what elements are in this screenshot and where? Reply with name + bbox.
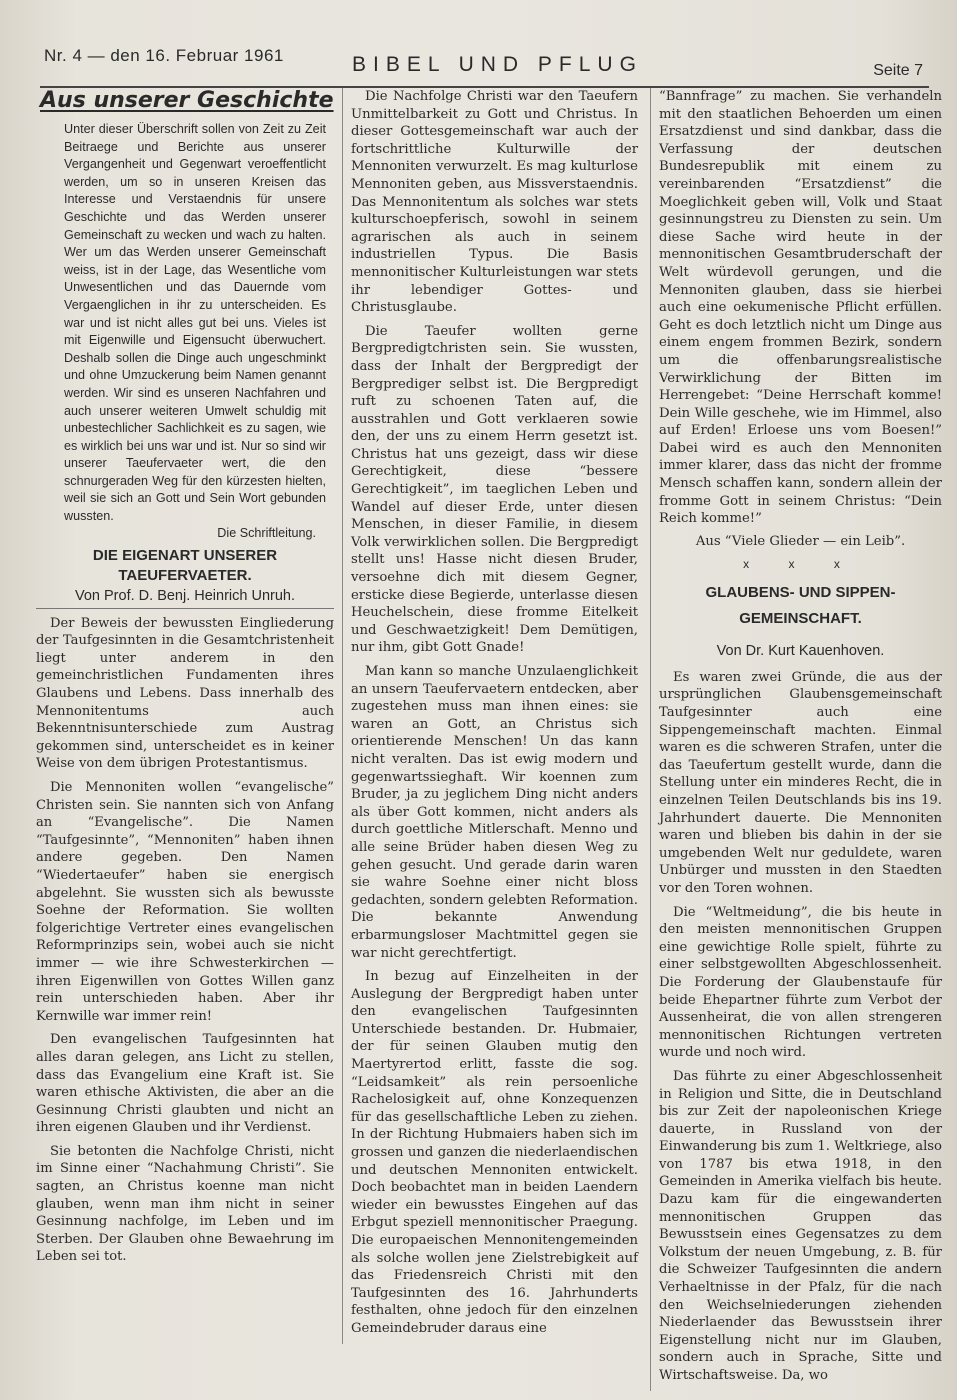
article-1-attribution: Aus “Viele Glieder — ein Leib”. [695, 533, 906, 549]
paragraph: Die Nachfolge Christi war den Taeufern Unmittelbarkeit zu Gott und Christus. In dieser Gottesgemeinschaft war auch der fortschrittliche Kulturwille der Mennoniten verwurzelt. Es mag kulturlose Mennoniten geben, aus Missverstaendnis. Das Mennonitentum als solches war stets kulturschoepferisch, sowohl in seinem agrarischen als auch in seinem industriellen Typus. Die Basis mennonitischer Kulturleistungen war stets ihr lebendiger Gottes- und Christusglaube. [351, 89, 638, 316]
paragraph: Man kann so manche Unzulaenglichkeit an unsern Taeufervaetern entdecken, aber zugestehen muss man ihnen eines: sie waren an Gott, an Christus sich orientierende Menschen! Un das kann nicht veralten. Das ist ewig modern und gegenwartssieghaft. Wir koennen zum Bruder, ja zu jeglichem Ding nicht anders als über Gott kommen, nicht anders als durch goettliche Mitlerschaft. Menno und alle seine Brüder haben diesen Weg zu gehen gesucht. Und gerade darin waren sie wahre Soehne einer nicht bloss gedachten, sondern gelebten Reformation. Die bekannte Anwendung erbarmungsloser Machtmittel gegen sie war nicht gerechtfertigt. [351, 664, 638, 961]
intro-signature: Die Schriftleitung. [217, 525, 316, 540]
section-title: Aus unserer Geschichte [40, 88, 334, 113]
article-1-title-line-1: DIE EIGENART UNSERER [92, 546, 278, 564]
article-2-title-line-1: GLAUBENS- UND SIPPEN- [705, 583, 896, 601]
paragraph: Die Mennoniten wollen “evangelische” Christen sein. Sie nannten sich von Anfang an “Evangelische”. Die Namen “Taufgesinnte”, “Mennoniten” haben ihnen andere gegeben. Den Namen “Wiedertaeufer” haben sie energisch abgelehnt. Sie wussten sich als bewusste Soehne der Reformation. Sie wollten folgerichtige Vertreter eines evangelischen Reformprinzips sein, wobei auch sie nicht immer — wie ihre Schwesterkirchen — ihren Eigenwillen von Gottes Willen ganz rein unterschieden haben. Aber ihr Kernwille war immer rein! [36, 780, 334, 1024]
page-number: Seite 7 [873, 62, 923, 79]
paragraph: Es waren zwei Gründe, die aus der ursprünglichen Glaubensgemeinschaft Taufgesinnter auch eine Sippengemeinschaft machten. Einmal waren es die schweren Strafen, unter die das Taeufertum gestellt wurde, dann die Stellung unter ein minderes Recht, die in einzelnen Teilen Deutschlands bis ins 19. Jahrhundert dauerte. Die Mennoniten waren und blieben bis dahin in der sie umgebenden Welt nur geduldete, waren Unbürger und mussten in den Staedten vor den Toren wohnen. [659, 669, 942, 896]
article-2-title [659, 583, 942, 629]
issue-date: Nr. 4 — den 16. Februar 1961 [44, 46, 284, 65]
paragraph: Den evangelischen Taufgesinnten hat alles daran gelegen, ans Licht zu stellen, dass das Evangelium eine Kraft ist. Sie waren ethische Aktivisten, die aber an die Gesinnung Christi glaubten und nicht an ihren eigenen Glauben und ihr Verdienst. [36, 1032, 334, 1136]
article-1-title-line-2: TAEUFERVAETER. [118, 566, 252, 584]
paragraph: In bezug auf Einzelheiten in der Auslegung der Bergpredigt haben unter den evangelischen Taufgesinnten Unterschiede bestanden. Dr. Hubmaier, der für seinen Glauben mutig den Maertyrertod erlitt, fasste die sog. “Leidsamkeit” als rein persoenliche Rachelosigkeit auf, ohne Konzequenzen für das gesellschaftliche Leben zu ziehen. In der Richtung Hubmaiers haben sich im grossen und ganzen die niederlaendischen und deutschen Mennoniten entwickelt. Doch beobachtet man in beiden Laendern wieder ein bewusstes Eingehen auf das Erbgut speziell mennonitischer Praegung. Die europaeischen Mennonitengemeinden als solche wollen jene Zielstrebigkeit auf das Friedensreich Christi mit den Taufgesinnten des 16. Jahrhunderts festhalten, ohne jedoch für den einzelnen Gemeindebruder daraus eine [351, 969, 638, 1336]
paragraph: Die “Weltmeidung”, die bis heute in den meisten mennonitischen Gruppen eine gewichtige Rolle spielt, führte zu einer selbstgewollten Abgeschlossenheit. Die Forderung der Glaubenstaufe für beide Ehepartner führte zum Verbot der Aussenheirat, die von allen strengeren mennonitischen Richtungen vertreten wurde und noch wird. [659, 904, 942, 1061]
paragraph: Sie betonten die Nachfolge Christi, nicht im Sinne einer “Nachahmung Christi”. Sie sagten, an Christus koenne man nicht glauben, wenn man ihm nicht in seiner Gesinnung nachfolge, im Leben und im Sterben. Der Glauben ohne Bewaehrung im Leben sei tot. [36, 1143, 334, 1265]
intro-text: Unter dieser Überschrift sollen von Zeit zu Zeit Beitraege und Berichte aus unserer Vergangenheit und Gegenwart veroeffentlicht werden, um so in unseren Kreisen das Interesse und Verstaendnis für unsere Geschichte und das Werden unserer Gemeinschaft zu wecken und wach zu halten. Wer um das Werden unserer Gemeinschaft weiss, ist in der Lage, das Wesentliche vom Unwesentlichen und das Dauernde vom Vergaenglichen in ihr zu unterscheiden. Es war und ist nicht alles gut bei uns. Vieles ist mit Eigenwille und Eigensucht überwuchert. Deshalb sollen die Dinge auch ungeschminkt und ohne Umzuckerung beim Namen genannt werden. Wir sind es unseren Nachfahren und auch unserer weiteren Umwelt schuldig mit unbestechlicher Sachlichkeit es zu sagen, wie es wirklich bei uns war und ist. Nur so sind wir unserer Taeufervaeter wert, die den schnurgeraden Weg für den kürzesten hielten, weil sie sich an Gott und Sein Wort gebunden wussten. [64, 122, 326, 524]
article-2-title-line-2: GEMEINSCHAFT. [739, 609, 862, 627]
paragraph: Das führte zu einer Abgeschlossenheit in Religion und Sitte, die in Deutschland bis zur Zeit der napoleonischen Kriege dauerte, in Russland von der Einwanderung bis zum 1. Weltkriege, also von 1787 bis etwa 1918, in den Gemeinden in Amerika vielfach bis heute. Dazu kam für die eingewanderten mennonitischen Gruppen das Bewusstsein eines Gegensatzes zu dem Volkstum der neuen Umgebung, z. B. für die Schweizer Taufgesinnten die andern Verhaeltnisse in der Pfalz, für die nach den Weichselniederungen ziehenden Niederlaender das Bewusstsein ihrer Eigenstellung nicht nur im Glauben, sondern auch in Sprache, Sitte und Wirtschaftsweise. Da, wo [659, 1068, 942, 1383]
article-2-byline: Von Dr. Kurt Kauenhoven. [716, 642, 885, 659]
article-1-byline: Von Prof. D. Benj. Heinrich Unruh. [36, 588, 334, 609]
paragraph: “Bannfrage” zu machen. Sie verhandeln mit den staatlichen Behoerden um einen Ersatzdienst und sind dankbar, dass die Verfassung der deutschen Bundesrepublik mit einem zu vereinbarenden “Ersatzdienst” die Moeglichkeit geben will, Volk und Staat gesinnungstreu zu Diensten zu sein. Um diese Sache wird heute in der mennonitischen Gesamtbruderschaft der Welt würdevoll gerungen, und die Mennoniten glauben, dass sie hierbei auch eine oekumenische Pflicht erfüllen. Geht es doch letztlich nicht um Dinge aus einem engem frommen Bezirk, sondern um die offenbarungsrealistische Verwirklichung der Bitten im Herrengebet: “Deine Herrschaft komme! Dein Wille geschehe, wie im Himmel, also auf Erden! Erloese uns vom Boesen!” Dabei wird es auch den Mennoniten immer klarer, dass das nicht der fromme Mensch schaffen kann, sondern allein der fromme Gott in seinem Christus: “Dein Reich komme!” [659, 89, 942, 527]
column-2 [342, 88, 638, 1344]
separator: x x x [743, 556, 858, 571]
newspaper-title: BIBEL UND PFLUG [352, 53, 643, 76]
column-3 [650, 88, 942, 1391]
masthead [40, 40, 929, 88]
paragraph: Die Taeufer wollten gerne Bergpredigtchristen sein. Sie wussten, dass der Inhalt der Bergpredigt der Bergprediger selbst ist. Die Bergpredigt ruft zu schoenen Taten auf, die ausstrahlen und Gott verklaeren sowie den, der uns zu einem Herrn gesetzt ist. Christus hat uns gezeigt, dass wir diese Gerechtigkeit, diese “bessere Gerechtigkeit”, im taeglichen Leben und Wandel auf dieser Erde, unter diesen Menschen, in dieser Familie, in diesem Volk verwirklichen sollen. Die Bergpredigt stellt uns! Hasse nicht diesen Bruder, versoehne dich mit diesem Gegner, ersticke diese Begierde, unterlasse diesen Heuchelschein, diese fromme Eitelkeit und Geschwaetzigkeit! Dem Demütigen, nur ihm, gibt Gott Gnade! [351, 323, 638, 656]
paragraph: Der Beweis der bewussten Eingliederung der Taufgesinnten in die Gesamtchristenheit liegt unter anderem in den gemeinchristlichen Fundamenten ihres Glaubens und Lebens. Dass innerhalb des Mennonitentums auch Bekenntnisunterschiede zum Austrag gekommen sind, unterscheidet es in keiner Weise von dem übrigen Protestantismus. [36, 615, 334, 772]
article-1-title [36, 546, 334, 586]
column-1 [36, 88, 334, 1272]
